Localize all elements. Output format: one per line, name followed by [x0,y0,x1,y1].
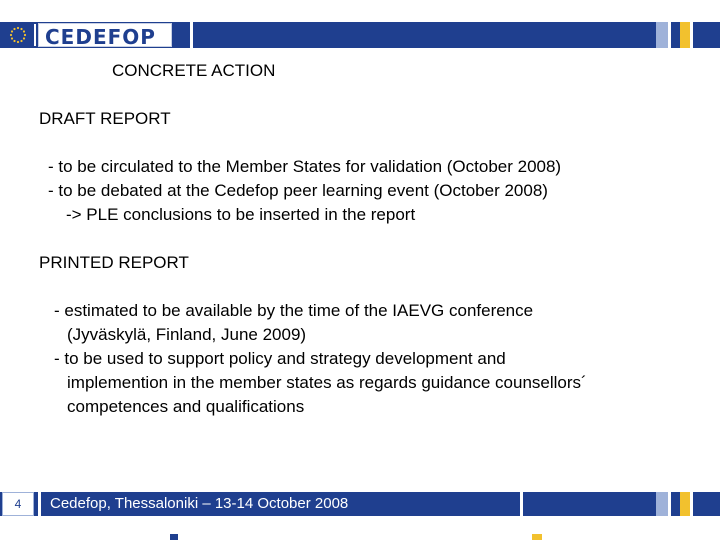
section-heading-printed-report: PRINTED REPORT [39,253,189,272]
footer-stripe-yellow [680,492,690,516]
printed-report-line: - estimated to be available by the time of the IAEVG conference [54,301,534,320]
header-divider [668,22,671,48]
printed-report-line: competences and qualifications [67,397,305,416]
header-stripe-yellow [680,22,690,48]
draft-report-line: - to be debated at the Cedefop peer learning event (October 2008) [48,181,548,200]
slide-title: CONCRETE ACTION [112,61,276,80]
header-stripe-light [656,22,668,48]
footer-divider [690,492,693,516]
footer-divider [520,492,523,516]
bottom-decoration [170,534,178,540]
footer-stripe-light [656,492,668,516]
printed-report-line: - to be used to support policy and strategy development and [54,349,506,368]
draft-report-line: - to be circulated to the Member States for validation (October 2008) [48,157,562,176]
page-number-box [2,492,34,516]
cedefop-logo [38,23,172,47]
page-number: 4 [14,497,22,511]
footer-text: Cedefop, Thessaloniki – 13-14 October 2008 [50,495,349,512]
printed-report-line: (Jyväskylä, Finland, June 2009) [67,325,307,344]
draft-report-line: -> PLE conclusions to be inserted in the report [66,205,416,224]
header-divider [190,22,193,48]
footer-divider [38,492,41,516]
eu-stars-icon [4,24,32,46]
section-heading-draft-report: DRAFT REPORT [39,109,171,128]
eu-flag-logo [2,24,36,46]
footer-divider [668,492,671,516]
logo-wordmark: CEDEFOP [45,25,156,49]
bottom-decoration [532,534,542,540]
header-divider [690,22,693,48]
printed-report-line: implemention in the member states as regards guidance counsellors´ [67,373,587,392]
